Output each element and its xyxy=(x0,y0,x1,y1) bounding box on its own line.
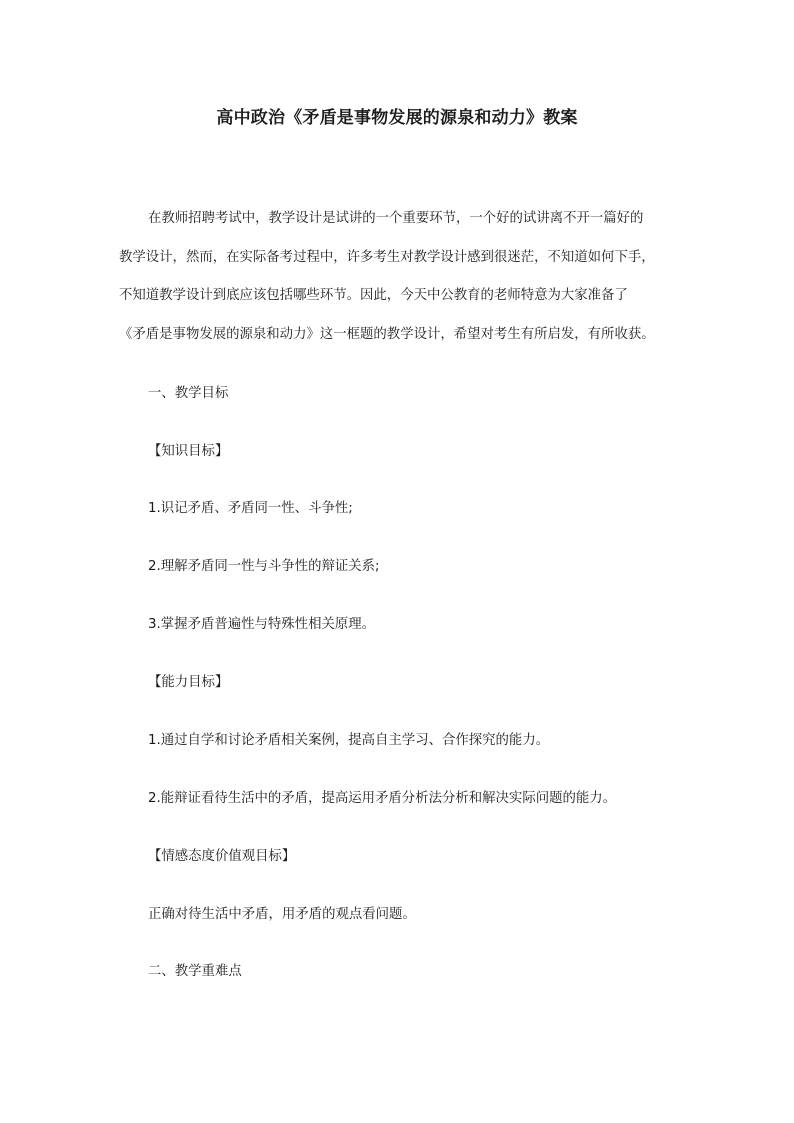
intro-line: 《矛盾是事物发展的源泉和动力》这一框题的教学设计，希望对考生有所启发，有所收获。 xyxy=(119,326,655,342)
section-heading-key-points: 二、教学重难点 xyxy=(148,964,242,979)
knowledge-goal-item: 3.掌握矛盾普遍性与特殊性相关原理。 xyxy=(148,617,376,632)
ability-goal-item: 1.通过自学和讨论矛盾相关案例，提高自主学习、合作探究的能力。 xyxy=(148,733,550,748)
intro-paragraph xyxy=(119,200,681,354)
intro-line: 不知道教学设计到底应该包括哪些环节。因此，今天中公教育的老师特意为大家准备了 xyxy=(119,288,628,303)
emotion-goals-heading: 【情感态度价值观目标】 xyxy=(148,849,296,864)
section-heading-teaching-goals: 一、教学目标 xyxy=(148,386,229,401)
ability-goal-item: 2.能辩证看待生活中的矛盾，提高运用矛盾分析法分析和解决实际问题的能力。 xyxy=(148,791,617,806)
knowledge-goals-heading: 【知识目标】 xyxy=(148,444,229,459)
ability-goals-heading: 【能力目标】 xyxy=(148,675,229,690)
knowledge-goal-item: 2.理解矛盾同一性与斗争性的辩证关系; xyxy=(148,559,380,574)
knowledge-goal-item: 1.识记矛盾、矛盾同一性、斗争性; xyxy=(148,501,353,516)
intro-line: 在教师招聘考试中，教学设计是试讲的一个重要环节，一个好的试讲离不开一篇好的 xyxy=(148,211,644,226)
document-title: 高中政治《矛盾是事物发展的源泉和动力》教案 xyxy=(216,108,578,128)
intro-line: 教学设计，然而，在实际备考过程中，许多考生对教学设计感到很迷茫，不知道如何下手， xyxy=(119,249,655,265)
emotion-goal-text: 正确对待生活中矛盾，用矛盾的观点看问题。 xyxy=(148,907,416,922)
